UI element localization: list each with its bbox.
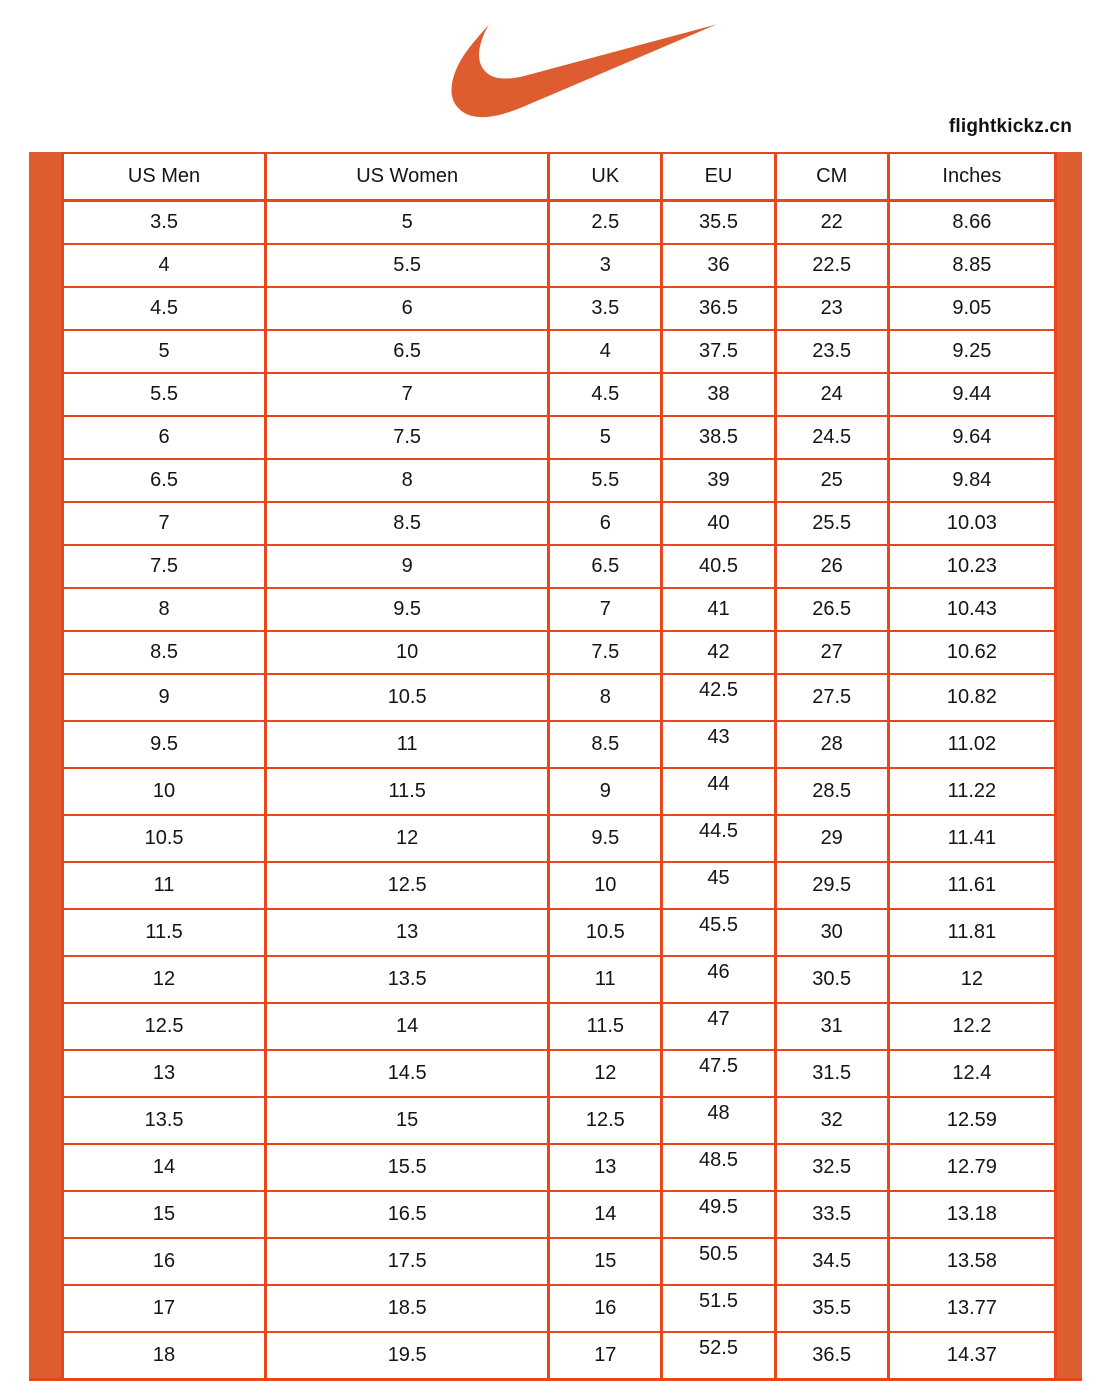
table-cell: 47.5 xyxy=(662,1050,775,1097)
table-cell: 31.5 xyxy=(775,1050,888,1097)
table-cell: 37.5 xyxy=(662,330,775,373)
table-row xyxy=(63,674,1056,721)
table-cell: 15.5 xyxy=(266,1144,549,1191)
table-cell: 48 xyxy=(662,1097,775,1144)
nike-swoosh-icon xyxy=(446,20,722,126)
table-cell: 25.5 xyxy=(775,502,888,545)
table-cell: 9.84 xyxy=(888,459,1055,502)
site-name: flightkickz.cn xyxy=(948,116,1072,137)
table-cell: 4.5 xyxy=(63,287,266,330)
table-cell: 40 xyxy=(662,502,775,545)
table-cell: 11.22 xyxy=(888,768,1055,815)
table-cell: 8.66 xyxy=(888,201,1055,245)
table-row xyxy=(63,1050,1056,1097)
right-accent-bar xyxy=(1057,152,1082,1378)
table-row xyxy=(63,287,1056,330)
table-cell: 38 xyxy=(662,373,775,416)
table-cell: 5.5 xyxy=(266,244,549,287)
table-cell: 48.5 xyxy=(662,1144,775,1191)
table-cell: 8 xyxy=(63,588,266,631)
table-cell: 7 xyxy=(266,373,549,416)
table-row xyxy=(63,330,1056,373)
table-cell: 12 xyxy=(888,956,1055,1003)
table-cell: 7.5 xyxy=(549,631,662,674)
left-accent-bar xyxy=(29,152,61,1378)
size-conversion-chart xyxy=(29,152,1082,1381)
table-cell: 11 xyxy=(549,956,662,1003)
table-cell: 6.5 xyxy=(266,330,549,373)
table-cell: 23 xyxy=(775,287,888,330)
table-cell: 5 xyxy=(63,330,266,373)
table-cell: 47 xyxy=(662,1003,775,1050)
table-cell: 15 xyxy=(549,1238,662,1285)
table-cell: 27 xyxy=(775,631,888,674)
table-cell: 12.5 xyxy=(266,862,549,909)
table-cell: 12.2 xyxy=(888,1003,1055,1050)
column-header-us-men: US Men xyxy=(63,153,266,201)
table-cell: 10 xyxy=(266,631,549,674)
table-cell: 44.5 xyxy=(662,815,775,862)
table-row xyxy=(63,1144,1056,1191)
table-cell: 9.44 xyxy=(888,373,1055,416)
table-cell: 5.5 xyxy=(63,373,266,416)
table-cell: 12.5 xyxy=(63,1003,266,1050)
table-cell: 17.5 xyxy=(266,1238,549,1285)
table-cell: 3 xyxy=(549,244,662,287)
table-row xyxy=(63,631,1056,674)
table-cell: 6 xyxy=(549,502,662,545)
table-row xyxy=(63,721,1056,768)
table-row xyxy=(63,1191,1056,1238)
table-cell: 6.5 xyxy=(63,459,266,502)
table-cell: 46 xyxy=(662,956,775,1003)
table-cell: 26 xyxy=(775,545,888,588)
table-cell: 36.5 xyxy=(662,287,775,330)
table-cell: 3.5 xyxy=(549,287,662,330)
table-row xyxy=(63,416,1056,459)
table-cell: 5 xyxy=(549,416,662,459)
table-cell: 30 xyxy=(775,909,888,956)
table-cell: 16.5 xyxy=(266,1191,549,1238)
table-cell: 17 xyxy=(63,1285,266,1332)
table-row xyxy=(63,244,1056,287)
table-row xyxy=(63,373,1056,416)
table-cell: 40.5 xyxy=(662,545,775,588)
table-cell: 38.5 xyxy=(662,416,775,459)
table-cell: 11.5 xyxy=(549,1003,662,1050)
table-row xyxy=(63,1097,1056,1144)
table-row xyxy=(63,1332,1056,1378)
table-row xyxy=(63,768,1056,815)
table-cell: 9.05 xyxy=(888,287,1055,330)
table-row xyxy=(63,588,1056,631)
table-cell: 28.5 xyxy=(775,768,888,815)
table-cell: 6.5 xyxy=(549,545,662,588)
table-cell: 42 xyxy=(662,631,775,674)
table-cell: 14.37 xyxy=(888,1332,1055,1378)
table-cell: 13 xyxy=(63,1050,266,1097)
table-cell: 2.5 xyxy=(549,201,662,245)
table-cell: 11 xyxy=(63,862,266,909)
table-row xyxy=(63,956,1056,1003)
table-cell: 24 xyxy=(775,373,888,416)
table-cell: 13.58 xyxy=(888,1238,1055,1285)
table-cell: 42.5 xyxy=(662,674,775,721)
table-cell: 8.85 xyxy=(888,244,1055,287)
column-header-inches: Inches xyxy=(888,153,1055,201)
table-row xyxy=(63,502,1056,545)
table-cell: 9.25 xyxy=(888,330,1055,373)
column-header-cm: CM xyxy=(775,153,888,201)
table-cell: 10 xyxy=(549,862,662,909)
table-cell: 16 xyxy=(63,1238,266,1285)
table-cell: 33.5 xyxy=(775,1191,888,1238)
table-row xyxy=(63,815,1056,862)
table-cell: 45.5 xyxy=(662,909,775,956)
table-cell: 35.5 xyxy=(775,1285,888,1332)
table-cell: 14 xyxy=(63,1144,266,1191)
table-cell: 6 xyxy=(266,287,549,330)
table-cell: 10.5 xyxy=(549,909,662,956)
table-header-row xyxy=(63,153,1056,201)
table-row xyxy=(63,201,1056,245)
table-cell: 10.23 xyxy=(888,545,1055,588)
table-cell: 11.81 xyxy=(888,909,1055,956)
table-row xyxy=(63,1238,1056,1285)
table-row xyxy=(63,459,1056,502)
table-cell: 32 xyxy=(775,1097,888,1144)
table-cell: 29 xyxy=(775,815,888,862)
table-cell: 9.5 xyxy=(549,815,662,862)
table-cell: 31 xyxy=(775,1003,888,1050)
table-cell: 17 xyxy=(549,1332,662,1378)
table-cell: 5 xyxy=(266,201,549,245)
table-cell: 49.5 xyxy=(662,1191,775,1238)
table-cell: 19.5 xyxy=(266,1332,549,1378)
table-cell: 8.5 xyxy=(63,631,266,674)
table-cell: 10.43 xyxy=(888,588,1055,631)
table-cell: 15 xyxy=(266,1097,549,1144)
table-row xyxy=(63,545,1056,588)
table-cell: 30.5 xyxy=(775,956,888,1003)
table-cell: 11.61 xyxy=(888,862,1055,909)
table-cell: 8 xyxy=(266,459,549,502)
table-cell: 22 xyxy=(775,201,888,245)
header xyxy=(0,0,1100,152)
table-cell: 8 xyxy=(549,674,662,721)
table-cell: 16 xyxy=(549,1285,662,1332)
table-cell: 52.5 xyxy=(662,1332,775,1378)
table-cell: 11.41 xyxy=(888,815,1055,862)
table-cell: 50.5 xyxy=(662,1238,775,1285)
table-cell: 6 xyxy=(63,416,266,459)
table-cell: 4 xyxy=(63,244,266,287)
table-cell: 25 xyxy=(775,459,888,502)
table-cell: 27.5 xyxy=(775,674,888,721)
table-cell: 12.5 xyxy=(549,1097,662,1144)
table-cell: 22.5 xyxy=(775,244,888,287)
table-cell: 13 xyxy=(266,909,549,956)
table-row xyxy=(63,862,1056,909)
table-row xyxy=(63,1003,1056,1050)
table-cell: 12 xyxy=(549,1050,662,1097)
table-cell: 35.5 xyxy=(662,201,775,245)
table-cell: 28 xyxy=(775,721,888,768)
table-cell: 12.79 xyxy=(888,1144,1055,1191)
table-cell: 36 xyxy=(662,244,775,287)
table-cell: 13.5 xyxy=(266,956,549,1003)
column-header-eu: EU xyxy=(662,153,775,201)
table-row xyxy=(63,909,1056,956)
table-cell: 11.02 xyxy=(888,721,1055,768)
table-cell: 13.18 xyxy=(888,1191,1055,1238)
table-cell: 5.5 xyxy=(549,459,662,502)
table-cell: 7 xyxy=(549,588,662,631)
table-cell: 12 xyxy=(63,956,266,1003)
table-cell: 34.5 xyxy=(775,1238,888,1285)
table-cell: 7 xyxy=(63,502,266,545)
table-cell: 12.4 xyxy=(888,1050,1055,1097)
table-cell: 9.5 xyxy=(63,721,266,768)
table-cell: 11.5 xyxy=(266,768,549,815)
table-cell: 15 xyxy=(63,1191,266,1238)
table-cell: 11.5 xyxy=(63,909,266,956)
column-header-us-women: US Women xyxy=(266,153,549,201)
table-cell: 13.5 xyxy=(63,1097,266,1144)
table-cell: 4 xyxy=(549,330,662,373)
table-cell: 9 xyxy=(549,768,662,815)
table-cell: 10.5 xyxy=(266,674,549,721)
table-cell: 8.5 xyxy=(549,721,662,768)
table-cell: 51.5 xyxy=(662,1285,775,1332)
table-cell: 9.5 xyxy=(266,588,549,631)
table-cell: 32.5 xyxy=(775,1144,888,1191)
table-cell: 10.82 xyxy=(888,674,1055,721)
table-cell: 41 xyxy=(662,588,775,631)
table-cell: 18 xyxy=(63,1332,266,1378)
table-cell: 13 xyxy=(549,1144,662,1191)
table-cell: 10.5 xyxy=(63,815,266,862)
table-row xyxy=(63,1285,1056,1332)
table-cell: 8.5 xyxy=(266,502,549,545)
table-cell: 10.62 xyxy=(888,631,1055,674)
table-cell: 10.03 xyxy=(888,502,1055,545)
table-cell: 11 xyxy=(266,721,549,768)
table-cell: 39 xyxy=(662,459,775,502)
table-cell: 10 xyxy=(63,768,266,815)
table-cell: 3.5 xyxy=(63,201,266,245)
table-cell: 14.5 xyxy=(266,1050,549,1097)
table-cell: 29.5 xyxy=(775,862,888,909)
table-cell: 43 xyxy=(662,721,775,768)
table-cell: 4.5 xyxy=(549,373,662,416)
table-cell: 14 xyxy=(266,1003,549,1050)
table-cell: 44 xyxy=(662,768,775,815)
table-cell: 9 xyxy=(63,674,266,721)
table-cell: 9 xyxy=(266,545,549,588)
table-cell: 36.5 xyxy=(775,1332,888,1378)
size-table xyxy=(61,152,1057,1378)
table-cell: 12 xyxy=(266,815,549,862)
table-cell: 14 xyxy=(549,1191,662,1238)
column-header-uk: UK xyxy=(549,153,662,201)
table-cell: 13.77 xyxy=(888,1285,1055,1332)
table-cell: 9.64 xyxy=(888,416,1055,459)
table-cell: 12.59 xyxy=(888,1097,1055,1144)
table-cell: 26.5 xyxy=(775,588,888,631)
table-cell: 7.5 xyxy=(63,545,266,588)
table-cell: 45 xyxy=(662,862,775,909)
table-cell: 7.5 xyxy=(266,416,549,459)
table-cell: 23.5 xyxy=(775,330,888,373)
table-cell: 24.5 xyxy=(775,416,888,459)
table-cell: 18.5 xyxy=(266,1285,549,1332)
